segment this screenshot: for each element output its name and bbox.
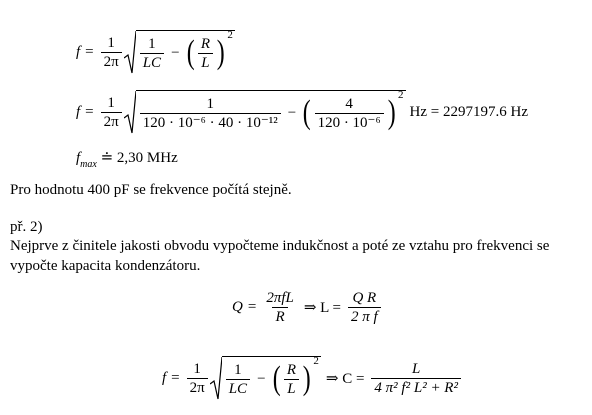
eq2-d2: 120 · 10⁻⁶ [315, 113, 384, 131]
eq4-equals: = [247, 299, 257, 315]
right-paren-icon: ) [302, 360, 311, 397]
eq5-num: 1 [193, 360, 201, 377]
eq1-num: 1 [107, 34, 115, 51]
eq5-inner-num: 1 [234, 361, 242, 378]
equation-1 [76, 30, 235, 74]
eq2-inner-num: 1 [206, 95, 214, 112]
paragraph-method-line2: vypočte kapacita kondenzátoru. [10, 258, 201, 274]
eq2-equals: = [85, 103, 94, 120]
eq1-sqrt [124, 30, 235, 74]
eq5-R: R [286, 361, 297, 378]
eq3-sub: max [80, 159, 97, 170]
eq1-minus: − [171, 44, 180, 61]
eq5-exp: 2 [313, 355, 319, 367]
eq3-lhs: f [76, 150, 81, 166]
eq5-L: L [284, 379, 298, 397]
eq1-lhs: f [76, 43, 81, 60]
eq2-result: Hz = 2297197.6 Hz [409, 103, 528, 120]
radical-icon [124, 30, 136, 74]
eq2-sqrt [124, 90, 406, 134]
eq1-exp: 2 [227, 29, 233, 41]
eq4-den2: 2 π f [348, 307, 381, 325]
eq4-num2: Q R [352, 290, 377, 306]
left-paren-icon: ( [272, 360, 281, 397]
eq5-minus: − [257, 370, 266, 387]
eq2-n2: 4 [345, 95, 353, 112]
eq1-inner-num: 1 [148, 35, 156, 52]
left-paren-icon: ( [186, 34, 195, 71]
eq3-rhs: ≐ 2,30 MHz [100, 150, 178, 166]
eq1-L: L [198, 53, 212, 71]
eq5-den: 2π [187, 378, 208, 396]
eq2-exp: 2 [398, 89, 404, 101]
eq4-arrow: ⇒ L = [303, 300, 341, 316]
paragraph-method-line1: Nejprve z činitele jakosti obvodu vypočteme indukčnost a poté ze vztahu pro frekvenci se [10, 238, 550, 254]
right-paren-icon: ) [387, 94, 396, 131]
left-paren-icon: ( [302, 94, 311, 131]
eq5-sqrt [210, 356, 321, 400]
eq5-equals: = [171, 369, 180, 386]
section-heading-pr2: př. 2) [10, 219, 43, 235]
eq2-num: 1 [107, 94, 115, 111]
radical-icon [210, 356, 222, 400]
equation-5 [162, 356, 463, 400]
eq2-minus: − [287, 104, 297, 121]
eq2-lhs: f [76, 103, 81, 120]
eq2-inner-den: 120 · 10⁻⁶ · 40 · 10⁻¹² [140, 113, 281, 131]
eq5-arrow: ⇒ C = [325, 370, 365, 387]
eq4-den: R [272, 307, 287, 325]
eq5-lhs: f [162, 369, 167, 386]
eq5-inner-den: LC [226, 379, 250, 397]
eq2-den: 2π [101, 112, 122, 130]
radical-icon [124, 90, 136, 134]
eq1-equals: = [85, 43, 94, 60]
equation-3 [76, 148, 178, 170]
eq1-R: R [200, 35, 211, 52]
eq5-num2: L [412, 360, 421, 377]
equation-2 [76, 90, 528, 134]
eq1-den: 2π [101, 52, 122, 70]
eq5-den2: 4 π² f² L² + R² [371, 378, 461, 396]
right-paren-icon: ) [216, 34, 225, 71]
eq4-Q: Q [232, 299, 243, 315]
equation-4 [232, 290, 383, 325]
eq1-fraction [101, 35, 122, 70]
paragraph-400pf: Pro hodnotu 400 pF se frekvence počítá stejně. [10, 182, 292, 198]
eq4-num: 2πfL [266, 290, 294, 306]
eq1-inner-den: LC [140, 53, 164, 71]
